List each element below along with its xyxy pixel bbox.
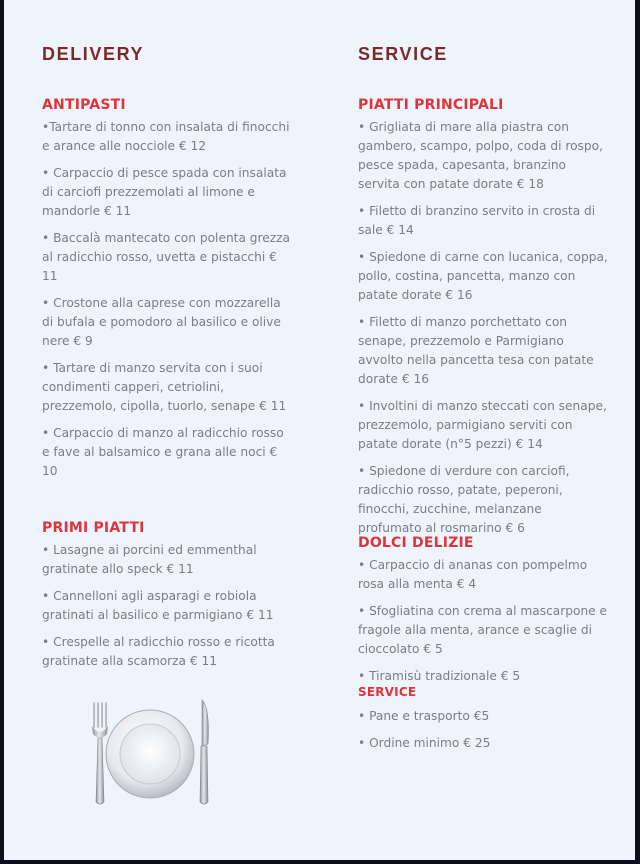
principali-list — [358, 118, 608, 546]
list-item: • Sfogliatina con crema al mascarpone e fragole alla menta, arance e scaglie di cioccolato € 5 — [358, 604, 608, 656]
list-item: • Filetto di branzino servito in crosta di sale € 14 — [358, 204, 596, 237]
list-item: • Pane e trasporto €5 — [358, 709, 490, 723]
fork-plate-knife-icon — [86, 698, 216, 808]
antipasti-list — [42, 118, 292, 489]
list-item: • Spiedone di carne con lucanica, coppa, pollo, costina, pancetta, manzo con patate dorate € 16 — [358, 250, 608, 302]
list-item: • Tiramisù tradizionale € 5 — [358, 669, 521, 683]
dolci-list — [358, 556, 608, 694]
list-item: • Carpaccio di manzo al radicchio rosso e fave al balsamico e grana alle noci € 10 — [42, 426, 284, 478]
list-item: • Carpaccio di ananas con pompelmo rosa alla menta € 4 — [358, 558, 588, 591]
fork-plate-knife-icon — [86, 698, 216, 808]
list-item: • Tartare di manzo servita con i suoi condimenti capperi, cetriolini, prezzemolo, cipolla, tuorlo, senape € 11 — [42, 361, 287, 413]
list-item: • Lasagne ai porcini ed emmenthal gratinate allo speck € 11 — [42, 543, 257, 576]
list-item: • Crostone alla caprese con mozzarella di bufala e pomodoro al basilico e olive nere € 9 — [42, 296, 281, 348]
service-title: SERVICE — [358, 44, 448, 64]
list-item: • Filetto di manzo porchettato con senape, prezzemolo e Parmigiano avvolto nella pancetta tesa con patate dorate € 16 — [358, 315, 594, 386]
list-item: • Cannelloni agli asparagi e robiola gratinati al basilico e parmigiano € 11 — [42, 589, 274, 622]
delivery-title: DELIVERY — [42, 44, 145, 64]
list-item: • Baccalà mantecato con polenta grezza al radicchio rosso, uvetta e pistacchi € 11 — [42, 231, 291, 283]
principali-heading: PIATTI PRINCIPALI — [358, 97, 504, 113]
primi-list — [42, 541, 292, 679]
service-heading: SERVICE — [358, 685, 417, 699]
list-item: •Tartare di tonno con insalata di finocchi e arance alle nocciole € 12 — [42, 120, 290, 153]
list-item: • Grigliata di mare alla piastra con gambero, scampo, polpo, coda di rospo, pesce spada, capesanta, branzino servita con patate dorate € 18 — [358, 120, 603, 191]
list-item: • Involtini di manzo steccati con senape, prezzemolo, parmigiano serviti con patate dorate (n°5 pezzi) € 14 — [358, 399, 607, 451]
list-item: • Carpaccio di pesce spada con insalata di carciofi prezzemolati al limone e mandorle € 11 — [42, 166, 287, 218]
list-item: • Spiedone di verdure con carciofi, radicchio rosso, patate, peperoni, finocchi, zucchine, melanzane profumato al rosmarino € 6 — [358, 464, 570, 535]
dolci-heading: DOLCI DELIZIE — [358, 535, 474, 551]
antipasti-heading: ANTIPASTI — [42, 97, 126, 113]
menu-page — [4, 0, 635, 860]
primi-heading: PRIMI PIATTI — [42, 520, 145, 536]
list-item: • Ordine minimo € 25 — [358, 736, 491, 750]
plate-icon — [106, 710, 194, 798]
list-item: • Crespelle al radicchio rosso e ricotta gratinate alla scamorza € 11 — [42, 635, 275, 668]
service-list — [358, 707, 490, 761]
knife-icon — [200, 700, 208, 804]
